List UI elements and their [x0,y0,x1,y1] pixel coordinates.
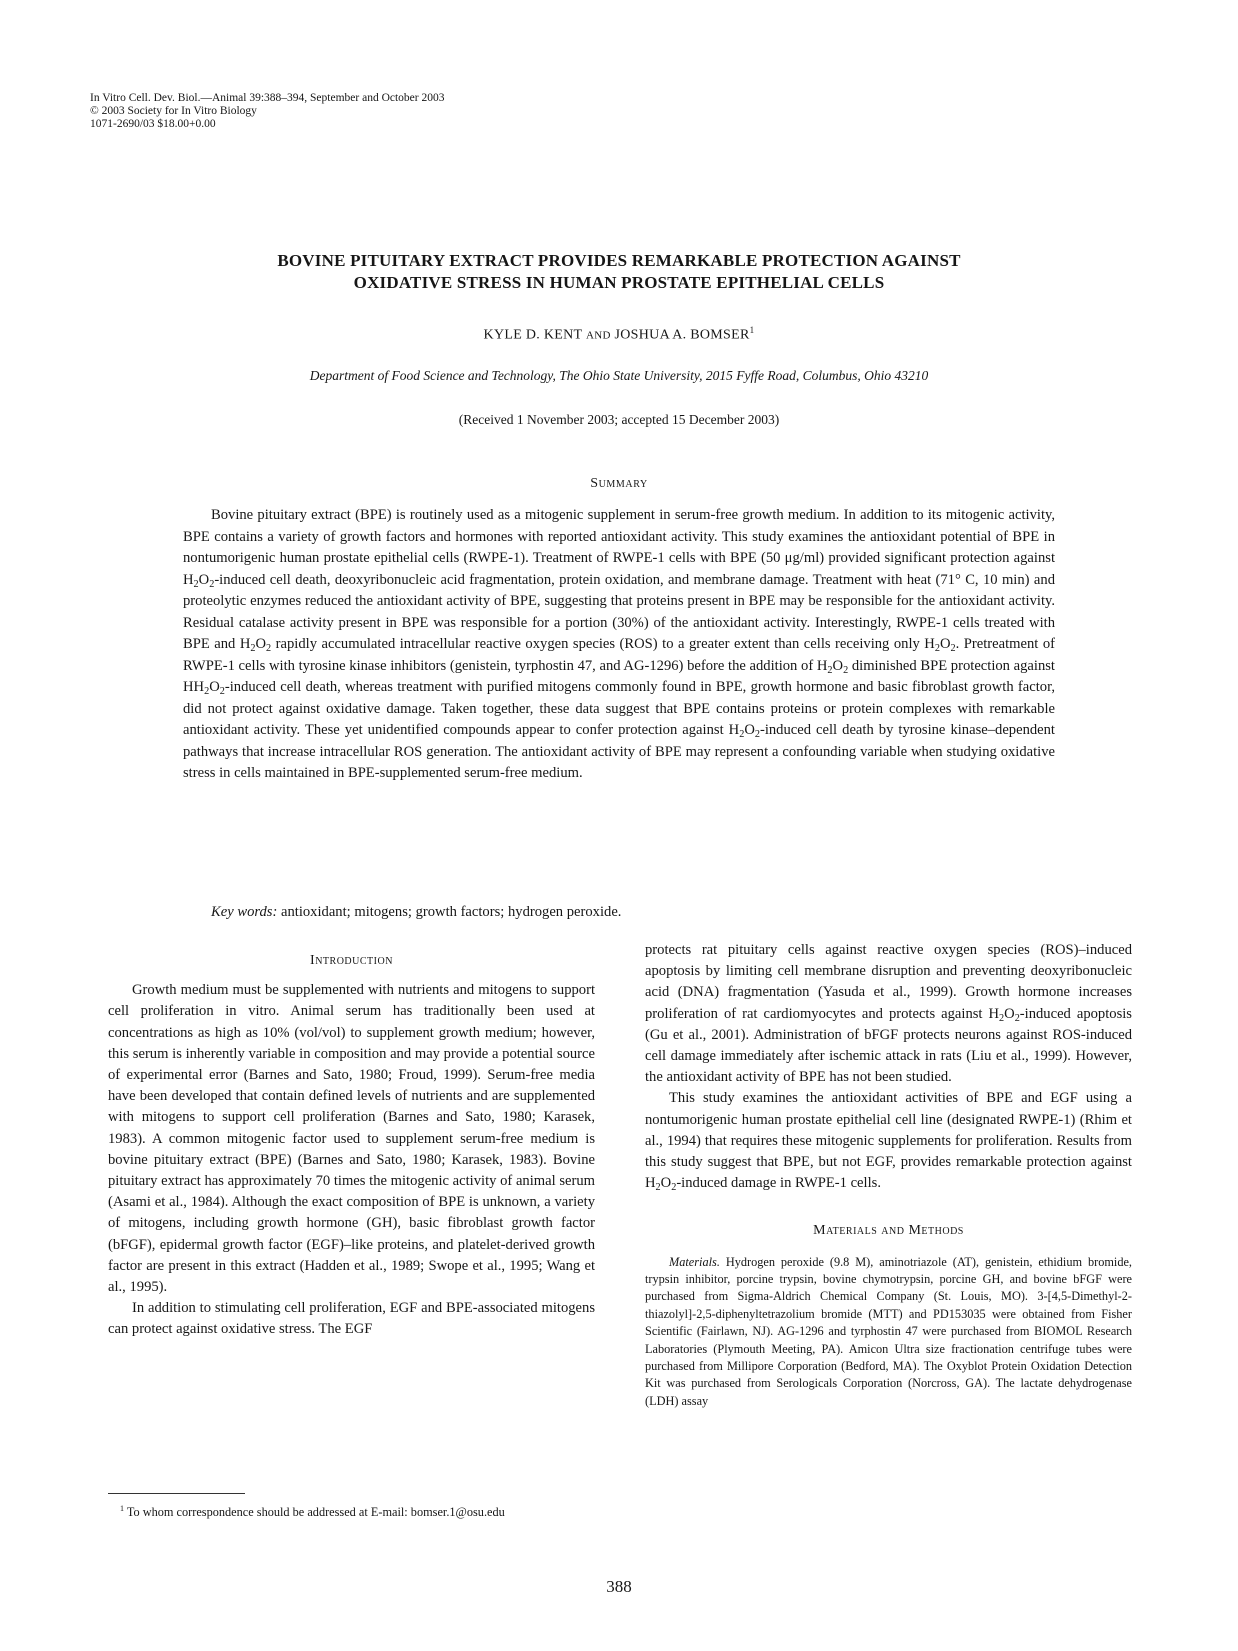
author-footnote-marker: 1 [749,325,755,335]
introduction-heading: Introduction [310,953,393,968]
keywords [183,902,1055,922]
summary-body [183,505,1055,785]
summary-text: . Pretreatment of RWPE-1 cells with tyrosine kinase inhibitors (genistein, tyrphostin 47, and AG-1296) before the addition of H [183,636,1055,674]
chem-sub: 2 [739,729,745,740]
author-2: JOSHUA A. BOMSER [614,327,750,343]
chem-o: O [939,636,951,652]
summary-text: -induced cell death, deoxyribonucleic acid fragmentation, protein oxidation, and membrane damage. Treatment with heat (71° C, 10 min) and proteolytic enzymes reduced the antioxidant activity of BPE, suggesting that proteins present in BPE may be responsible for the antioxidant activity. Residual catalase activity present in BPE was responsible for a portion (30%) of the antioxidant activity. Interestingly, RWPE-1 cells treated with BPE and H [183,571,1055,652]
intro-paragraph-3 [645,1088,1132,1194]
right-column [645,940,1132,1410]
chem-o: O [1004,1005,1015,1022]
chem-sub: 2 [754,729,760,740]
chem-o: O [198,571,210,588]
methods-paragraph [645,1254,1132,1411]
summary-text: -induced cell death by tyrosine kinase–dependent pathways that increase intracellular ROS generation. The antioxidant activity of BPE may represent a confounding variable when studying oxidative stress in cells maintained in BPE-supplemented serum-free medium. [183,722,1055,781]
chem-sub: 2 [209,578,215,590]
methods-text: Hydrogen peroxide (9.8 M), aminotriazole (AT), genistein, ethidium bromide, trypsin inhibitor, porcine trypsin, bovine chymotrypsin, porcine GH, and bovine bFGF were purchased from Sigma-Aldrich Chemical Company (St. Louis, MO). 3-[4,5-Dimethyl-2-thiazolyl]-2,5-diphenyltetrazolium bromide (MTT) and PD153035 were obtained from Fisher Scientific (Fairlawn, NJ). AG-1296 and tyrphostin 47 were purchased from BIOMOL Research Laboratories (Plymouth Meeting, PA). Amicon Ultra size fractionation centrifuge tubes were purchased from Millipore Corporation (Bedford, MA). The Oxyblot Protein Oxidation Detection Kit was purchased from Serologicals Corporation (Norcross, GA). The lactate dehydrogenase (LDH) assay [645,1254,1133,1408]
chem-sub: 2 [843,664,849,676]
summary-text: rapidly accumulated intracellular reactive oxygen species (ROS) to a greater extent than cells receiving only H [271,636,935,652]
title-line-1: BOVINE PITUITARY EXTRACT PROVIDES REMARKABLE PROTECTION AGAINST [277,251,961,270]
title-line-2: OXIDATIVE STRESS IN HUMAN PROSTATE EPITHELIAL CELLS [353,273,885,292]
methods-body [645,1254,1132,1411]
intro-text: protects rat pituitary cells against reactive oxygen species (ROS)–induced apoptosis by limiting cell membrane disruption and preventing deoxyribonucleic acid (DNA) fragmentation (Yasuda et al., 1999). Growth hormone increases proliferation of rat cardiomyocytes and protects against H [645,942,1132,1022]
footnote-rule [108,1493,245,1494]
page-number: 388 [606,1577,632,1596]
summary-text: -induced cell death, whereas treatment with purified mitogens commonly found in BPE, growth hormone and basic fibroblast growth factor, did not protect against oxidative damage. Taken together, these data suggest that BPE contains proteins or protein complexes with remarkable antioxidant activity. These yet unidentified compounds appear to confer protection against H [183,679,1055,738]
chem-sub: 2 [655,1182,661,1194]
footnote [108,1500,595,1521]
author-1: KYLE D. KENT [483,327,583,343]
intro-paragraph-2-continued [645,940,1132,1088]
intro-paragraph-1: Growth medium must be supplemented with nutrients and mitogens to support cell proliferation in vitro. Animal serum has traditionally been used at concentrations as high as 10% (vol/vol) to supplement growth medium; however, this serum is inherently variable in composition and may provide a potential source of experimental error (Barnes and Sato, 1980; Froud, 1999). Serum-free media have been developed that contain defined levels of nutrients and are supplemented with mitogens to support cell proliferation (Barnes and Sato, 1980; Karasek, 1983). A common mitogenic factor used to supplement serum-free medium is bovine pituitary extract (BPE) (Barnes and Sato, 1980; Karasek, 1983). Bovine pituitary extract has approximately 70 times the mitogenic activity of animal serum (Asami et al., 1984). Although the exact composition of BPE is unknown, a variety of mitogens, including growth hormone (GH), basic fibroblast growth factor (bFGF), epidermal growth factor (EGF)–like proteins, and platelet-derived growth factor are present in this extract (Hadden et al., 1989; Swope et al., 1995; Wang et al., 1995). [108,982,595,1296]
keywords-label: Key words: [211,904,278,920]
intro-text: This study examines the antioxidant activities of BPE and EGF using a nontumorigenic human prostate epithelial cell line (designated RWPE-1) (Rhim et al., 1994) that requires these mitogenic supplements for proliferation. Results from this study suggest that BPE, but not EGF, provides remarkable protection against H [645,1090,1132,1192]
chem-sub: 2 [193,578,199,590]
article-title [150,250,1088,294]
chem-sub: 2 [250,643,256,654]
chem-o: O [209,679,220,695]
summary-heading: Summary [590,476,648,491]
author-conjunction: AND [585,329,611,342]
chem-h: H [193,679,205,695]
methods-runin: Materials. [669,1254,720,1269]
journal-citation: In Vitro Cell. Dev. Biol.—Animal 39:388–394, September and October 2003 [90,92,445,104]
summary-paragraph [183,505,1055,785]
journal-header [90,92,444,131]
chem-sub: 2 [671,1182,677,1194]
chem-sub: 2 [204,686,210,697]
summary-text: diminished BPE protection against H [183,657,1055,695]
keywords-text: antioxidant; mitogens; growth factors; hydrogen peroxide. [281,904,622,920]
copyright-line: © 2003 Society for In Vitro Biology [90,105,257,117]
issn-line: 1071-2690/03 $18.00+0.00 [90,118,216,130]
chem-sub: 2 [827,664,833,676]
affiliation: Department of Food Science and Technology, The Ohio State University, 2015 Fyffe Road, Columbus, Ohio 43210 [309,368,929,383]
received-dates: (Received 1 November 2003; accepted 15 December 2003) [458,412,780,427]
footnote-text: To whom correspondence should be addressed at E-mail: bomser.1@osu.edu [126,1505,505,1520]
summary-text: Bovine pituitary extract (BPE) is routinely used as a mitogenic supplement in serum-free growth medium. In addition to its mitogenic activity, BPE contains a variety of growth factors and hormones with reported antioxidant activity. This study examines the antioxidant potential of BPE in nontumorigenic human prostate epithelial cells (RWPE-1). Treatment of RWPE-1 cells with BPE (50 μg/ml) provided significant protection against H [183,507,1055,588]
methods-heading: Materials and Methods [813,1223,964,1239]
chem-sub: 2 [999,1012,1005,1024]
intro-paragraph-2: In addition to stimulating cell proliferation, EGF and BPE-associated mitogens can protect against oxidative stress. The EGF [108,1300,595,1338]
chem-sub: 2 [219,686,225,697]
chem-o: O [832,657,844,674]
intro-text: -induced apoptosis (Gu et al., 2001). Administration of bFGF protects neurons against ROS-induced cell damage immediately after ischemic attack in rats (Liu et al., 1999). However, the antioxidant activity of BPE has not been studied. [645,1005,1132,1086]
chem-sub: 2 [266,643,272,654]
chem-sub: 2 [1014,1012,1020,1024]
chem-o: O [660,1175,672,1192]
chem-sub: 2 [950,643,956,654]
left-column [108,950,595,1341]
intro-text: -induced damage in RWPE-1 cells. [676,1175,881,1192]
chem-o: O [744,722,755,738]
chem-o: O [255,636,267,652]
footnote-marker: 1 [120,1504,124,1513]
author-line [150,325,1088,344]
chem-sub: 2 [934,643,940,654]
